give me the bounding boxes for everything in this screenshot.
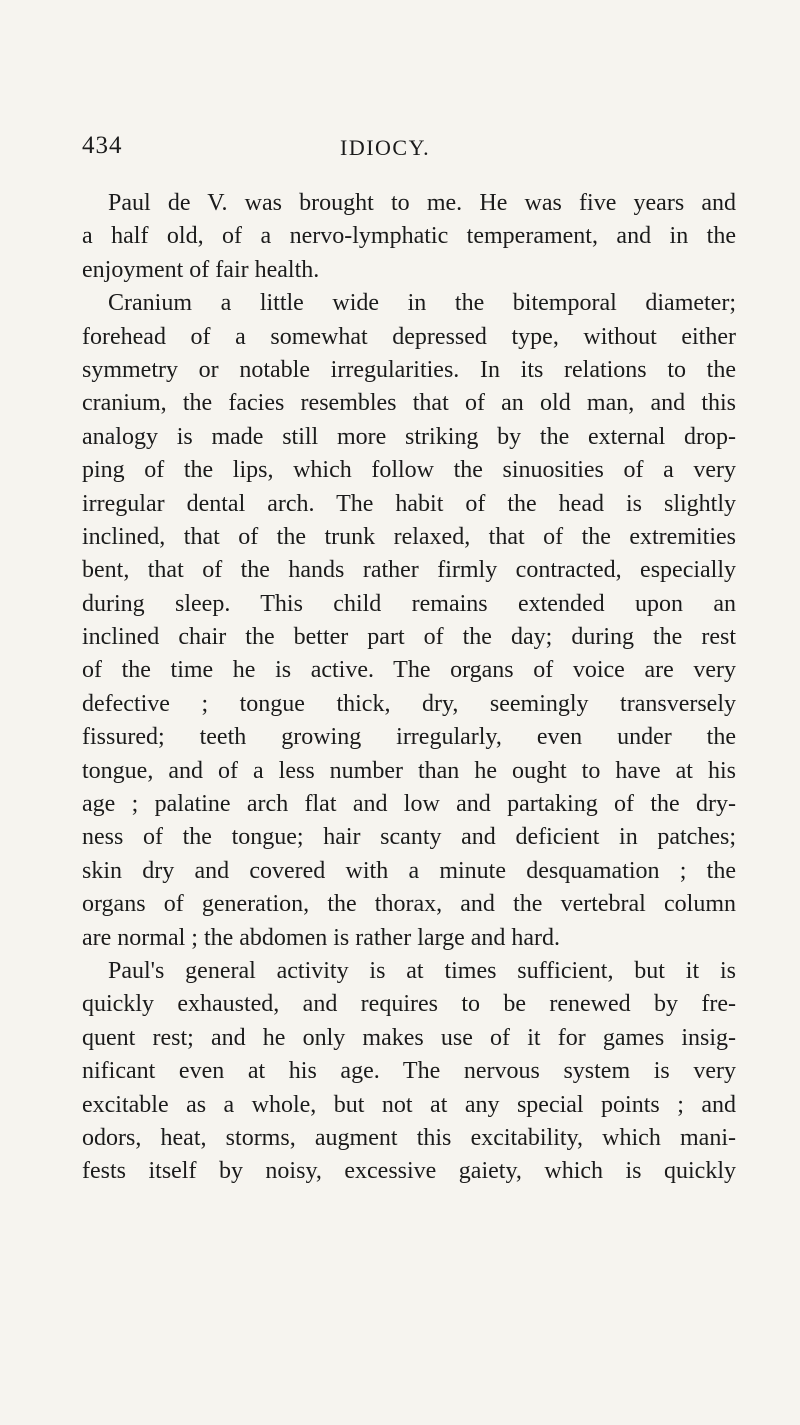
text-line: inclined chair the better part of the day; during the rest (82, 624, 736, 651)
running-head: IDIOCY. (340, 135, 431, 160)
text-line: fests itself by noisy, excessive gaiety, which is quickly (82, 1158, 736, 1185)
text-line: organs of generation, the thorax, and the vertebral column (82, 891, 736, 918)
text-line: tongue, and of a less number than he ought to have at his (82, 757, 736, 784)
text-line: fissured; teeth growing irregularly, even under the (82, 724, 736, 751)
text-line: during sleep. This child remains extended upon an (82, 590, 736, 617)
text-line: Paul de V. was brought to me. He was five years and (108, 190, 736, 216)
text-line: of the time he is active. The organs of voice are very (82, 657, 736, 684)
text-line: Cranium a little wide in the bitemporal diameter; (108, 290, 736, 317)
body-text (82, 187, 736, 1189)
text-line: irregular dental arch. The habit of the head is slightly (82, 490, 736, 517)
text-line: analogy is made still more striking by the external drop- (82, 423, 736, 450)
text-line: excitable as a whole, but not at any special points ; and (82, 1091, 736, 1118)
text-line: bent, that of the hands rather firmly contracted, especially (82, 557, 736, 584)
text-line: inclined, that of the trunk relaxed, that of the extremities (82, 523, 736, 550)
text-line: symmetry or notable irregularities. In its relations to the (82, 356, 736, 383)
page-number: 434 (82, 132, 123, 159)
text-line: defective ; tongue thick, dry, seemingly transversely (82, 690, 736, 717)
text-line: Paul's general activity is at times sufficient, but it is (108, 957, 736, 984)
text-line: nificant even at his age. The nervous system is very (82, 1058, 736, 1085)
text-line: age ; palatine arch flat and low and partaking of the dry- (82, 791, 736, 818)
text-line: a half old, of a nervo-lymphatic temperament, and in the (82, 223, 736, 250)
text-line: cranium, the facies resembles that of an old man, and this (82, 390, 736, 417)
text-line: ping of the lips, which follow the sinuosities of a very (82, 457, 736, 484)
text-line: enjoyment of fair health. (82, 256, 320, 283)
page-header (82, 132, 736, 162)
text-line: quickly exhausted, and requires to be renewed by fre- (82, 991, 736, 1018)
text-line: ness of the tongue; hair scanty and deficient in patches; (82, 824, 736, 851)
text-line: skin dry and covered with a minute desquamation ; the (82, 857, 736, 884)
text-line: quent rest; and he only makes use of it for games insig- (82, 1024, 736, 1051)
text-line: forehead of a somewhat depressed type, without either (82, 323, 736, 350)
text-line: odors, heat, storms, augment this excitability, which mani- (82, 1124, 736, 1151)
text-line: are normal ; the abdomen is rather large and hard. (82, 924, 561, 951)
